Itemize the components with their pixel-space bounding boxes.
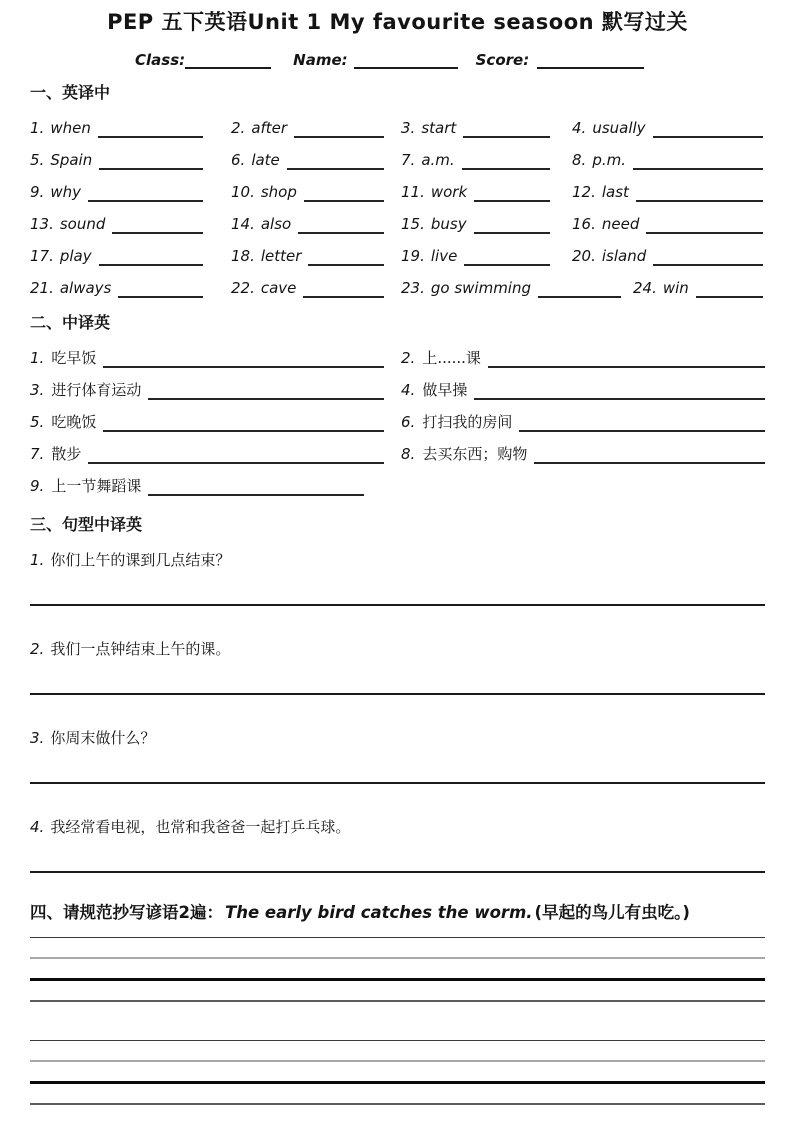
answer-blank <box>636 188 763 202</box>
vocab-item <box>401 202 572 234</box>
item-number: 18. <box>231 247 255 265</box>
sentence-text <box>30 817 765 838</box>
item-word: island <box>601 247 647 265</box>
name-label: Name: <box>293 51 348 69</box>
writing-guide-line <box>30 1081 765 1084</box>
sentence-item <box>30 728 765 784</box>
answer-blank <box>103 353 384 368</box>
answer-blank <box>98 124 203 138</box>
score-label: Score: <box>475 51 530 69</box>
answer-blank <box>474 385 765 400</box>
answer-blank <box>148 385 384 400</box>
item-text: 上一节舞蹈课 <box>51 477 142 495</box>
item-number: 3. <box>30 381 45 399</box>
vocab-item <box>401 266 633 298</box>
answer-line <box>30 693 765 695</box>
answer-line <box>30 871 765 873</box>
answer-blank <box>298 220 384 234</box>
phrase-item <box>401 336 765 368</box>
name-blank <box>354 54 458 69</box>
item-number: 9. <box>30 477 45 495</box>
item-number: 14. <box>231 215 255 233</box>
item-number: 5. <box>30 151 45 169</box>
item-number: 2. <box>30 640 45 658</box>
answer-blank <box>538 284 621 298</box>
item-number: 4. <box>401 381 416 399</box>
answer-blank <box>294 124 384 138</box>
item-word: need <box>601 215 640 233</box>
vocab-item <box>30 106 231 138</box>
answer-blank <box>696 284 763 298</box>
phrase-item <box>30 336 401 368</box>
vocab-item <box>401 138 572 170</box>
item-word: always <box>59 279 112 297</box>
answer-blank <box>646 220 763 234</box>
sentence-item <box>30 817 765 873</box>
item-number: 23. <box>401 279 425 297</box>
item-number: 8. <box>401 445 416 463</box>
item-word: work <box>430 183 468 201</box>
sentence-text <box>30 639 765 660</box>
answer-line <box>30 782 765 784</box>
item-text: 散步 <box>51 445 82 463</box>
answer-blank <box>653 124 763 138</box>
item-word: letter <box>260 247 302 265</box>
item-word: also <box>260 215 292 233</box>
item-word: late <box>251 151 280 169</box>
vocab-item <box>231 170 401 202</box>
vocab-item <box>633 266 765 298</box>
section4-instruction: 四、请规范抄写谚语2遍： <box>30 903 223 922</box>
vocab-item <box>401 234 572 266</box>
vocab-item <box>401 106 572 138</box>
answer-blank <box>118 284 203 298</box>
item-number: 8. <box>572 151 587 169</box>
section1-heading: 一、英译中 <box>30 83 111 102</box>
class-blank <box>185 54 271 69</box>
item-text: 去买东西；购物 <box>422 445 528 463</box>
class-label: Class: <box>135 51 186 69</box>
writing-guide-group <box>30 1040 765 1105</box>
item-number: 20. <box>572 247 596 265</box>
answer-blank <box>488 353 765 368</box>
sentence-text <box>30 728 765 749</box>
vocab-item <box>30 170 231 202</box>
item-word: cave <box>260 279 297 297</box>
vocab-item <box>401 170 572 202</box>
item-text: 你周末做什么？ <box>50 729 156 747</box>
item-word: live <box>430 247 458 265</box>
answer-blank <box>474 188 550 202</box>
vocab-item <box>231 202 401 234</box>
item-number: 17. <box>30 247 54 265</box>
sentence-item <box>30 550 765 606</box>
section2-heading: 二、中译英 <box>30 313 111 332</box>
item-number: 6. <box>231 151 246 169</box>
answer-blank <box>653 252 763 266</box>
writing-guide-line <box>30 1060 765 1062</box>
section-sentence-translation <box>30 514 765 873</box>
item-number: 4. <box>30 818 45 836</box>
vocab-item <box>30 234 231 266</box>
item-number: 22. <box>231 279 255 297</box>
answer-blank <box>462 156 550 170</box>
answer-blank <box>463 124 550 138</box>
writing-guide-line <box>30 1103 765 1105</box>
answer-blank <box>103 417 384 432</box>
item-number: 5. <box>30 413 45 431</box>
item-text: 打扫我的房间 <box>422 413 513 431</box>
phrase-item <box>30 400 401 432</box>
phrase-item <box>30 464 401 496</box>
vocab-item <box>572 202 765 234</box>
item-number: 15. <box>401 215 425 233</box>
item-word: last <box>601 183 629 201</box>
answer-blank <box>633 156 763 170</box>
answer-blank <box>88 188 203 202</box>
item-number: 11. <box>401 183 425 201</box>
item-word: busy <box>430 215 467 233</box>
item-text: 你们上午的课到几点结束？ <box>50 551 231 569</box>
vocab-item <box>30 138 231 170</box>
item-text: 我经常看电视，也常和我爸爸一起打乒乓球。 <box>50 818 351 836</box>
proverb-english: The early bird catches the worm. <box>224 903 533 922</box>
answer-blank <box>99 156 203 170</box>
item-word: shop <box>260 183 297 201</box>
item-number: 2. <box>231 119 246 137</box>
item-number: 2. <box>401 349 416 367</box>
vocab-item <box>572 106 765 138</box>
item-word: sound <box>59 215 106 233</box>
phrase-item <box>30 368 401 400</box>
item-number: 21. <box>30 279 54 297</box>
answer-blank <box>519 417 765 432</box>
vocab-grid <box>30 106 765 266</box>
answer-blank <box>464 252 550 266</box>
writing-guide-line <box>30 1000 765 1002</box>
score-blank <box>537 54 644 69</box>
answer-line <box>30 604 765 606</box>
answer-blank <box>88 449 384 464</box>
item-word: a.m. <box>421 151 455 169</box>
phrase-grid <box>30 336 765 496</box>
vocab-item <box>572 170 765 202</box>
answer-blank <box>534 449 765 464</box>
phrase-item <box>401 400 765 432</box>
writing-guide-line <box>30 957 765 959</box>
writing-guide-line <box>30 978 765 981</box>
answer-blank <box>148 481 364 496</box>
answer-blank <box>304 188 384 202</box>
sentence-text <box>30 550 765 571</box>
item-number: 10. <box>231 183 255 201</box>
vocab-item <box>231 266 401 298</box>
item-text: 吃晚饭 <box>51 413 97 431</box>
writing-guide-line <box>30 937 765 938</box>
item-number: 3. <box>401 119 416 137</box>
item-number: 6. <box>401 413 416 431</box>
item-word: Spain <box>50 151 93 169</box>
item-number: 24. <box>633 279 657 297</box>
section4-heading <box>30 902 765 924</box>
item-number: 13. <box>30 215 54 233</box>
item-word: start <box>421 119 457 137</box>
item-number: 9. <box>30 183 45 201</box>
phrase-item <box>30 432 401 464</box>
item-word: when <box>50 119 91 137</box>
vocab-item <box>572 234 765 266</box>
item-number: 19. <box>401 247 425 265</box>
item-number: 4. <box>572 119 587 137</box>
vocab-item <box>30 202 231 234</box>
item-number: 1. <box>30 551 45 569</box>
info-row <box>135 51 765 69</box>
item-text: 吃早饭 <box>51 349 97 367</box>
item-number: 1. <box>30 119 45 137</box>
proverb-chinese: (早起的鸟儿有虫吃。) <box>534 903 690 922</box>
item-number: 7. <box>30 445 45 463</box>
item-number: 12. <box>572 183 596 201</box>
vocab-item <box>231 106 401 138</box>
answer-blank <box>474 220 550 234</box>
item-number: 16. <box>572 215 596 233</box>
vocab-item <box>231 138 401 170</box>
answer-blank <box>99 252 203 266</box>
item-word: go swimming <box>430 279 531 297</box>
section-chinese-to-english <box>30 312 765 496</box>
writing-guide-group <box>30 937 765 1002</box>
section-english-to-chinese <box>30 82 765 298</box>
item-text: 我们一点钟结束上午的课。 <box>50 640 231 658</box>
item-word: usually <box>592 119 646 137</box>
sentence-item <box>30 639 765 695</box>
answer-blank <box>287 156 384 170</box>
phrase-item <box>401 432 765 464</box>
item-text: 进行体育运动 <box>51 381 142 399</box>
item-word: p.m. <box>592 151 626 169</box>
item-number: 7. <box>401 151 416 169</box>
writing-guide-line <box>30 1040 765 1041</box>
item-number: 3. <box>30 729 45 747</box>
item-word: win <box>662 279 689 297</box>
vocab-item <box>231 234 401 266</box>
vocab-item <box>572 138 765 170</box>
answer-blank <box>112 220 203 234</box>
item-word: why <box>50 183 81 201</box>
item-text: 上......课 <box>422 349 481 367</box>
worksheet-title: PEP 五下英语Unit 1 My favourite seasoon 默写过关 <box>107 10 688 34</box>
item-number: 1. <box>30 349 45 367</box>
item-word: after <box>251 119 288 137</box>
answer-blank <box>308 252 384 266</box>
vocab-item <box>30 266 231 298</box>
phrase-item <box>401 368 765 400</box>
section-copy-proverb <box>30 902 765 1105</box>
item-word: play <box>59 247 92 265</box>
section3-heading: 三、句型中译英 <box>30 515 143 534</box>
item-text: 做早操 <box>422 381 468 399</box>
vocab-row-last <box>30 266 765 298</box>
answer-blank <box>303 284 384 298</box>
